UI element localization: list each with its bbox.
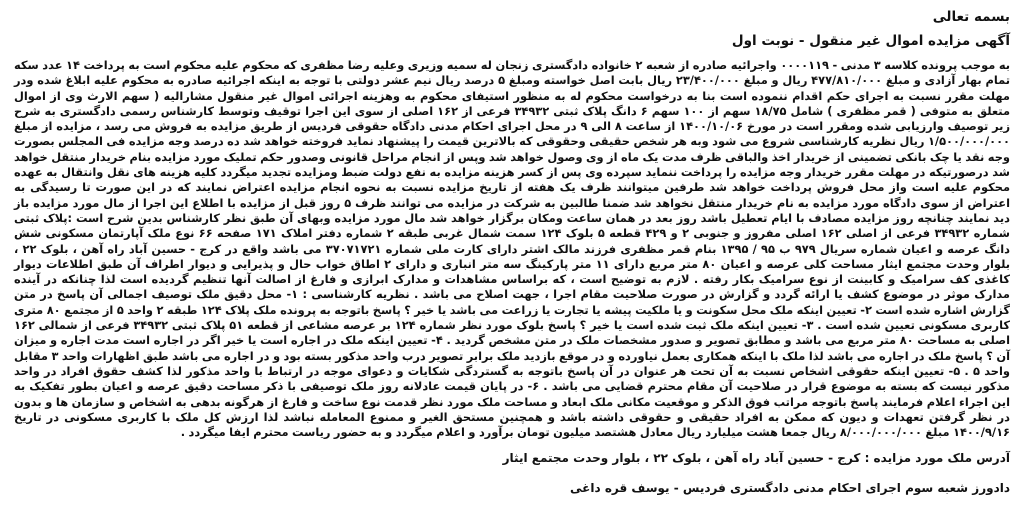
official-signature: دادورز شعبه سوم اجرای احکام مدنی دادگستری فردیس - یوسف قره داغی: [570, 481, 1010, 495]
notice-body: به موجب پرونده کلاسه ۳ مدنی - ۰۰۰۰۱۱۹ واجرائیه صادره از شعبه ۲ خانواده دادگستری زنجان له سمیه وزیری وعلیه رضا مظفری که محکوم علیه محکوم است به پرداخت ۱۴ عدد سکه تمام بهار آزادی و مبلغ ۴۷۷/۸۱۰/۰۰۰ ریال و مبلغ ۲۳/۴۰۰/۰۰۰ ریال بابت اصل خواسته ومبلغ ۵ درصد ریال نیم عشر دولتی با توجه به اینکه اجرائیه صادره به محکوم علیه ابلاغ شده ودر مهلت مقرر نسبت به اجرای حکم اقدام ننموده است بنا به درخواست محکوم له به منظور استیفای محکوم به وهزینه اجرائی اموال غیر منقول مشاراليه ( سهم الارث وی از اموال متعلق به متوفی ( قمر مظفری ) شامل ۱۸/۷۵ سهم از ۱۰۰ سهم ۶ دانگ پلاک ثبتی ۳۴۹۳۲ فرعی از ۱۶۲ اصلی از سوی این اجرا توقیف وتوسط کارشناس رسمی دادگستری به شرح زیر توصیف وارزیابی شده ومقرر است در مورخ ۱۴۰۰/۱۰/۰۶ از ساعت ۸ الی ۹ در محل اجرای احکام مدنی دادگاه حقوقی فردیس از طریق مزایده به فروش می رسد ، مزایده از مبلغ ۱/۵۰۰/۰۰۰/۰۰۰ ریال نظریه کارشناسی شروع می شود وبه هر شخص حقیقی وحقوقی که بالاترین قیمت را پیشنهاد نماید فروخته خواهد شد ده درصد وجه مزایده فی المجلس بصورت وجه نقد یا چک بانکی تضمینی از خریدار اخذ والباقی ظرف مدت یک ماه از وی وصول خواهد شد وپس از انجام مراحل قانونی وصدور حکم تملیک مورد مزایده بنام خریدار منتقل خواهد شد درصورتیکه در مهلت مقرر خریدار وجه مزایده را پرداخت ننماید سپرده وی پس از کسر هزینه مزایده به نفع دولت ضبط ومزایده تجدید میگردد کلیه هزینه های نقل وانتقال به عهده محکوم علیه است واز محل فروش پرداخت خواهد شد طرفین میتوانند ظرف یک هفته از تاریخ مزایده نسبت به نحوه انجام مزایده اعتراض نمایند که در این صورت تا رسیدگی به اعتراض از سوی دادگاه مورد مزایده به نام خریدار منتقل نخواهد شد ضمنا طالبین به شرکت در مزایده می توانند ظرف ۵ روز قبل از مزایده با اطلاع این اجرا از مال مورد مزایده باز دید نمایند چنانچه روز مزایده مصادف با ایام تعطیل باشد روز بعد در همان ساعت ومکان برگزار خواهد شد مال مورد مزایده وبهای آن طبق نظر کارشناس بدین شرح است :پلاک ثبتی شماره ۳۴۹۳۲ فرعی از اصلی ۱۶۲ اصلی مفروز و جنوبی ۲ و ۴۲۹ قطعه ۵ بلوک ۱۲۴ سمت شمال غربی طبقه ۲ شماره دفتر املاک ۱۷۱ صفحه ۶۶ نوع ملک آپارتمان مسکونی شش دانگ عرصه و اعیان شماره سریال ۹۷۹ ب ۹۵ / ۱۳۹۵ بنام قمر مظفری فرزند مالک اشتر دارای کارت ملی شماره ۳۷۰۷۱۷۲۱ می باشد واقع در کرج - حسین آباد راه آهن ، بلوک ۲۲ ، بلوار وحدت مجتمع ایثار مساحت کلی عرصه و اعیان ۸۰ متر مربع دارای ۱۱ متر پارکینگ سه متر انباری و دارای ۲ اطاق خواب حال و پذیرایی و دیوار اطراف آن طبق اطلاعات دیوار کاغذی کف سرامیک و کابینت از نوع سرامیک بکار رفته . لازم به توضیح است ، که براساس مشاهدات و مدارک ابرازی و فارغ از اصالت آنها تنظیم گردیده است لذا چنانکه در آینده مدارک موثر در موضوع کشف یا ارائه گردد و گزارش در صورت صلاحیت مقام اجرا ، جهت اصلاح می باشد . نظریه کارشناسی : ۱- محل دقیق ملک توصیف اجمالی آن پاسخ در متن گزارش اشاره شده است ۲- تعیین اینکه ملک محل سکونت و یا ملکیت پیشه یا تجارت یا زراعت می باشد یا خیر ؟ پاسخ باتوجه به پرونده ملک پلاک ۱۲۴ طبقه ۲ واحد ۵ از مجتمع ۸۰ متری کاربری مسکونی تعیین شده است . ۳- تعیین اینکه ملک ثبت شده است یا خیر ؟ پاسخ بلوک مورد نظر شماره ۱۲۴ بر عرصه مشاعی از قطعه ۵۱ پلاک ثبتی ۳۴۹۳۲ فرعی از شمالی ۱۶۲ اصلی به مساحت ۸۰ متر مربع می باشد و مطابق تصویر و صدور مشخصات ملک در متن مشخص گردید . ۴- تعیین اینکه ملک در اجاره است یا خیر اگر در اجاره است مدت اجاره و میزان آن ؟ پاسخ ملک در اجاره می باشد لذا ملک با اینکه همکاری بعمل نیاورده و در موقع بازدید ملک برابر تصویر درب واحد مذکور بسته بود و در اجاره می باشد طبق اظهارات واحد ۳ مقابل واحد ۵ . ۵- تعیین اینکه حقوقی اشخاص نسبت به آن تحت هر عنوان در آن پاسخ باتوجه به گستردگی شکایات و دعوای موجه در ارتباط با واحد مذکور لذا کشف حقوق افراد در واحد مذکور نیست که بسته به موضوع قرار در صلاحیت آن مقام محترم قضایی می باشد . ۶- در پایان قیمت عادلانه روز ملک توصیفی با ذکر مساحت دقیق عرصه و اعیان بطور تفکیک به این اجراء اعلام فرمایند پاسخ باتوجه مراتب فوق الذکر و موقعیت مکانی ملک ابعاد و مساحت ملک مورد نظر قدمت نوع ساخت و فارغ از هرگونه بدهی به اشخاص و سازمان ها و بدون در نظر گرفتن تعهدات و دیون که ممکن به افراد حقیقی و حقوقی داشته باشد و همچنین مستحق الغیر و ممنوع المعامله نباشد لذا ارزش کل ملک با کاربری مسکونی در تاریخ ۱۴۰۰/۹/۱۶ مبلغ ۸/۰۰۰/۰۰۰/۰۰۰ ریال جمعا هشت میلیارد ریال معادل هشتصد میلیون تومان برآورد و اعلام میگردد و به حضور ریاست محترم ایفا میگردد .: [14, 58, 1011, 440]
basmala-heading: بسمه تعالی: [932, 9, 1010, 25]
notice-title: آگهی مزایده اموال غیر منقول - نوبت اول: [731, 33, 1010, 49]
property-address: آدرس ملک مورد مزایده : کرج - حسین آباد راه آهن ، بلوک ۲۲ ، بلوار وحدت مجتمع ایثار: [502, 451, 1010, 466]
